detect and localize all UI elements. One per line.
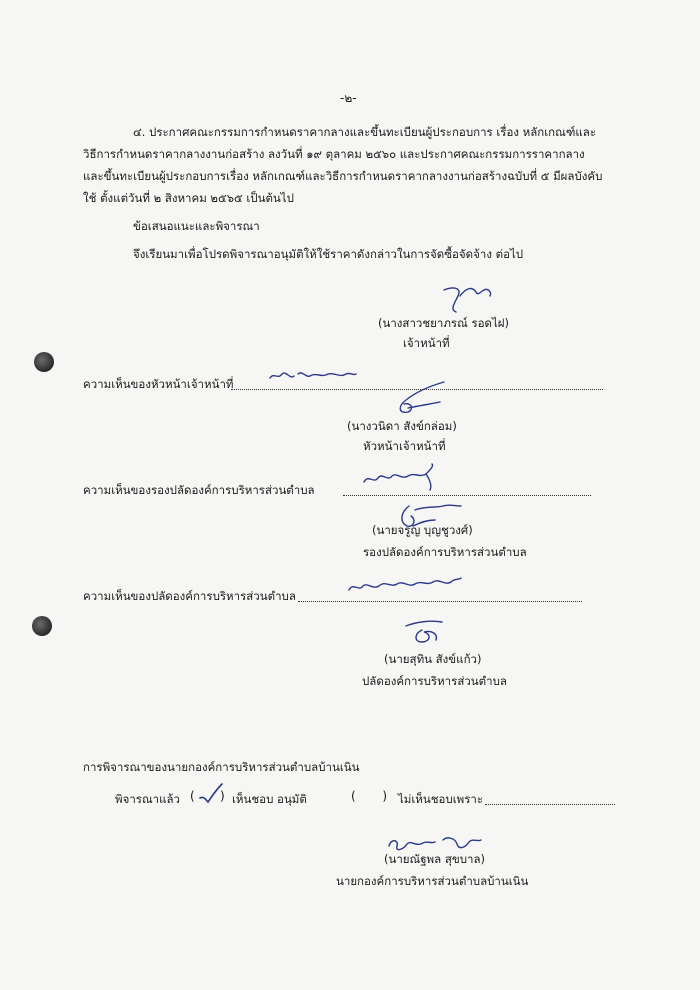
punch-hole-top (34, 352, 54, 372)
item4-line1: ๔. ประกาศคณะกรรมการกำหนดราคากลางและขึ้นทะเบียนผู้ประกอบการ เรื่อง หลักเกณฑ์และ (133, 125, 596, 139)
mayor-name: (นายณัฐพล สุขบาล) (384, 852, 486, 866)
agree-checkbox-close: ) (220, 789, 225, 803)
deputy-clerk-position: รองปลัดองค์การบริหารส่วนตำบล (363, 545, 527, 559)
officer-position: เจ้าหน้าที่ (403, 336, 450, 350)
mayor-consideration-label: การพิจารณาของนายกองค์การบริหารส่วนตำบลบ้านเนิน (83, 760, 360, 774)
deputy-clerk-opinion-label: ความเห็นของรองปลัดองค์การบริหารส่วนตำบล (83, 483, 315, 497)
deputy-clerk-opinion-line (343, 495, 591, 496)
considered-label: พิจารณาแล้ว (115, 792, 180, 806)
officer-name: (นางสาวชยาภรณ์ รอดไฝ) (378, 316, 509, 330)
mayor-position: นายกองค์การบริหารส่วนตำบลบ้านเนิน (336, 874, 529, 888)
punch-hole-bottom (32, 616, 52, 636)
head-officer-comment-handwriting (268, 366, 358, 386)
clerk-position: ปลัดองค์การบริหารส่วนตำบล (362, 674, 507, 688)
head-officer-signature (390, 378, 450, 418)
clerk-name: (นายสุทิน สังข์แก้ว) (384, 652, 482, 666)
clerk-opinion-line (298, 601, 582, 602)
item4-line3: และขึ้นทะเบียนผู้ประกอบการเรื่อง หลักเกณฑ์และวิธีการกำหนดราคากลางงานก่อสร้างฉบับที่ ๕ มีผลบังคับ (83, 169, 603, 183)
head-officer-opinion-label: ความเห็นของหัวหน้าเจ้าหน้าที่ (83, 377, 234, 391)
clerk-comment-handwriting (345, 574, 465, 600)
officer-signature (440, 282, 500, 318)
deputy-clerk-comment-handwriting (360, 462, 440, 494)
clerk-signature (402, 616, 452, 648)
page-number: -๒- (340, 91, 357, 105)
recommendation-heading: ข้อเสนอแนะและพิจารณา (133, 219, 260, 233)
deputy-clerk-name: (นายจรูญ บุญชูวงศ์) (372, 523, 473, 537)
item4-line2: วิธีการกำหนดราคากลางงานก่อสร้าง ลงวันที่ ๑๙ ตุลาคม ๒๕๖๐ และประกาศคณะกรรมการราคากลาง (83, 147, 585, 161)
head-officer-position: หัวหน้าเจ้าหน้าที่ (363, 439, 446, 453)
disagree-checkbox[interactable]: ( ) (351, 789, 388, 803)
agree-label: เห็นชอบ อนุมัติ (232, 792, 307, 806)
clerk-opinion-label: ความเห็นของปลัดองค์การบริหารส่วนตำบล (83, 589, 296, 603)
agree-checkbox-open[interactable]: ( (190, 789, 195, 803)
disagree-label: ไม่เห็นชอบเพราะ (398, 792, 484, 806)
head-officer-name: (นางวนิดา สังข์กล่อม) (347, 419, 457, 433)
item4-line4: ใช้ ตั้งแต่วันที่ ๒ สิงหาคม ๒๕๖๕ เป็นต้นไป (83, 191, 294, 205)
disagree-reason-line (485, 804, 615, 805)
request-text: จึงเรียนมาเพื่อโปรดพิจารณาอนุมัติให้ใช้ราคาดังกล่าวในการจัดซื้อจัดจ้าง ต่อไป (133, 247, 524, 261)
